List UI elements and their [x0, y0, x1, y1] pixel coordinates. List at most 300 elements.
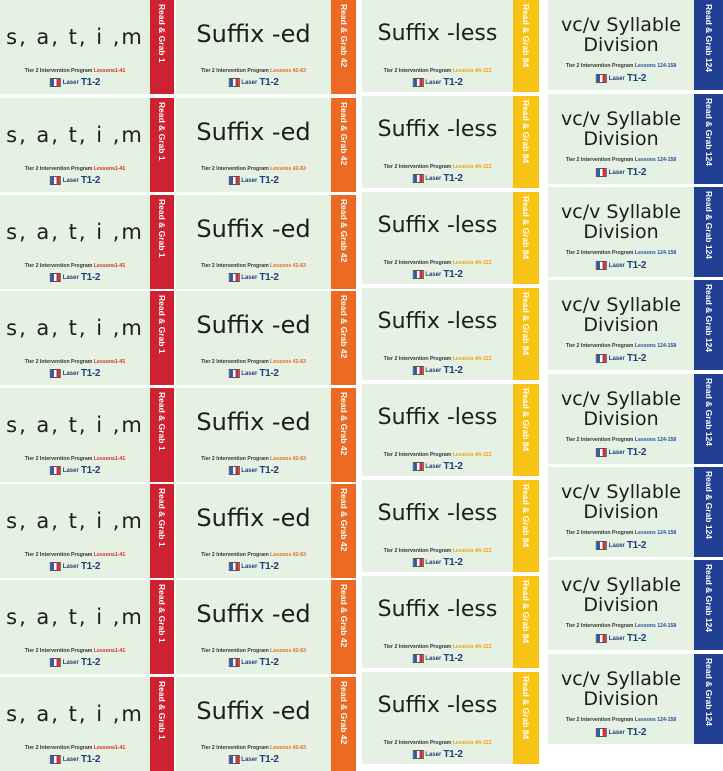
lesson-range: Lessons 124-158 — [634, 717, 677, 723]
label-card — [362, 96, 539, 188]
tab-label: Read & Grab 42 — [338, 102, 349, 166]
card-title: Suffix -less — [377, 597, 498, 622]
program-line — [0, 166, 150, 172]
lesson-range: Lessons 84-123 — [452, 164, 492, 170]
logo-product: T1-2 — [80, 465, 101, 476]
program-name: Tier 2 Intervention Program — [383, 260, 453, 266]
program-line — [176, 745, 331, 751]
logo-brand: Laser — [241, 274, 258, 281]
card-title: vc/v Syllable Division — [561, 668, 681, 710]
label-card — [176, 195, 356, 289]
laser-logo — [412, 269, 462, 280]
program-line — [176, 68, 331, 74]
logo-product: T1-2 — [443, 749, 463, 760]
program-name: Tier 2 Intervention Program — [565, 530, 635, 536]
logo-product: T1-2 — [626, 447, 647, 458]
color-tab — [694, 187, 723, 277]
label-card — [362, 0, 539, 92]
logo-brand: Laser — [608, 635, 625, 642]
lesson-range: Lessons 124-158 — [634, 623, 677, 629]
program-name: Tier 2 Intervention Program — [24, 552, 94, 558]
tab-label: Read & Grab 1 — [157, 199, 167, 258]
color-tab — [694, 374, 723, 464]
color-tab — [331, 98, 356, 192]
label-column-2 — [176, 0, 356, 765]
flag-icon — [596, 541, 607, 550]
lesson-range: Lessons 84-123 — [452, 740, 492, 746]
logo-brand: Laser — [425, 751, 442, 758]
logo-brand: Laser — [62, 467, 79, 474]
program-line — [548, 250, 694, 256]
logo-brand: Laser — [608, 729, 625, 736]
flag-icon — [412, 750, 423, 759]
laser-logo — [596, 353, 646, 364]
card-title: s, a, t, i ,m — [6, 702, 144, 726]
label-card — [362, 384, 539, 476]
flag-icon — [412, 366, 423, 375]
label-card — [176, 580, 356, 674]
label-card — [176, 98, 356, 192]
program-line — [0, 648, 150, 654]
laser-logo — [596, 260, 646, 271]
laser-logo — [50, 754, 100, 765]
laser-logo — [228, 754, 278, 765]
laser-logo — [412, 365, 462, 376]
flag-icon — [596, 728, 607, 737]
color-tab — [513, 288, 539, 380]
laser-logo — [228, 272, 278, 283]
logo-brand: Laser — [62, 563, 79, 570]
lesson-range: Lessons1-41 — [93, 263, 126, 269]
card-body — [0, 0, 150, 94]
program-line — [176, 263, 331, 269]
lesson-range: Lessons 124-158 — [634, 63, 677, 69]
flag-icon — [228, 562, 239, 571]
flag-icon — [596, 448, 607, 457]
program-line — [362, 68, 513, 74]
logo-product: T1-2 — [80, 368, 101, 379]
color-tab — [513, 672, 539, 764]
lesson-range: Lessons 42-83 — [270, 68, 306, 74]
card-body — [548, 560, 694, 650]
laser-logo — [50, 77, 100, 88]
laser-logo — [50, 657, 100, 668]
card-body — [176, 195, 331, 289]
laser-logo — [412, 461, 462, 472]
program-line — [548, 157, 694, 163]
laser-logo — [50, 465, 100, 476]
program-line — [0, 745, 150, 751]
program-name: Tier 2 Intervention Program — [24, 263, 94, 269]
laser-logo — [412, 77, 462, 88]
tab-label: Read & Grab 1 — [157, 102, 167, 161]
logo-product: T1-2 — [80, 77, 101, 88]
color-tab — [331, 195, 356, 289]
color-tab — [513, 96, 539, 188]
label-card — [176, 484, 356, 578]
tab-label: Read & Grab 42 — [338, 584, 349, 648]
program-name: Tier 2 Intervention Program — [565, 623, 635, 629]
label-card — [176, 0, 356, 94]
logo-product: T1-2 — [443, 365, 463, 376]
card-title: s, a, t, i ,m — [6, 25, 144, 49]
program-name: Tier 2 Intervention Program — [565, 250, 635, 256]
logo-product: T1-2 — [626, 73, 647, 84]
program-line — [176, 166, 331, 172]
program-name: Tier 2 Intervention Program — [201, 456, 271, 462]
card-body — [362, 192, 513, 284]
card-body — [0, 388, 150, 482]
logo-product: T1-2 — [259, 465, 279, 476]
label-card — [362, 192, 539, 284]
flag-icon — [228, 755, 239, 764]
card-body — [176, 98, 331, 192]
color-tab — [694, 560, 723, 650]
logo-product: T1-2 — [626, 353, 647, 364]
laser-logo — [596, 633, 646, 644]
tab-label: Read & Grab 84 — [521, 196, 531, 260]
logo-product: T1-2 — [259, 754, 279, 765]
program-name: Tier 2 Intervention Program — [383, 452, 453, 458]
program-line — [548, 717, 694, 723]
flag-icon — [412, 558, 423, 567]
laser-logo — [596, 167, 646, 178]
logo-brand: Laser — [425, 367, 442, 374]
lesson-range: Lessons 84-123 — [452, 644, 492, 650]
label-card — [548, 94, 723, 184]
laser-logo — [228, 465, 278, 476]
program-name: Tier 2 Intervention Program — [565, 717, 635, 723]
tab-label: Read & Grab 42 — [338, 199, 349, 263]
tab-label: Read & Grab 124 — [703, 4, 714, 73]
tab-label: Read & Grab 42 — [338, 4, 349, 68]
lesson-range: Lessons 42-83 — [270, 166, 306, 172]
flag-icon — [228, 466, 239, 475]
tab-label: Read & Grab 84 — [521, 484, 531, 548]
program-line — [0, 263, 150, 269]
tab-label: Read & Grab 124 — [703, 378, 714, 447]
card-title: s, a, t, i ,m — [6, 605, 144, 629]
color-tab — [513, 480, 539, 572]
program-name: Tier 2 Intervention Program — [24, 68, 94, 74]
program-name: Tier 2 Intervention Program — [565, 63, 635, 69]
card-body — [176, 388, 331, 482]
label-column-1 — [0, 0, 174, 765]
program-line — [548, 343, 694, 349]
logo-product: T1-2 — [259, 175, 279, 186]
tab-label: Read & Grab 124 — [703, 658, 714, 727]
color-tab — [694, 94, 723, 184]
program-line — [0, 552, 150, 558]
color-tab — [694, 280, 723, 370]
card-title: Suffix -less — [377, 213, 498, 238]
flag-icon — [412, 174, 423, 183]
color-tab — [150, 291, 174, 385]
label-card — [176, 291, 356, 385]
card-title: s, a, t, i ,m — [6, 509, 144, 533]
laser-logo — [596, 73, 646, 84]
card-body — [548, 654, 694, 744]
program-name: Tier 2 Intervention Program — [201, 552, 271, 558]
logo-brand: Laser — [241, 756, 258, 763]
card-body — [362, 672, 513, 764]
card-title: s, a, t, i ,m — [6, 220, 144, 244]
laser-logo — [50, 272, 100, 283]
logo-brand: Laser — [241, 370, 258, 377]
card-body — [362, 576, 513, 668]
logo-brand: Laser — [608, 449, 625, 456]
program-line — [362, 356, 513, 362]
program-name: Tier 2 Intervention Program — [201, 359, 271, 365]
color-tab — [694, 654, 723, 744]
flag-icon — [50, 369, 61, 378]
label-card — [176, 388, 356, 482]
lesson-range: Lessons1-41 — [93, 359, 126, 365]
program-line — [362, 644, 513, 650]
program-name: Tier 2 Intervention Program — [201, 648, 271, 654]
card-title: Suffix -less — [377, 405, 498, 430]
card-title: s, a, t, i ,m — [6, 123, 144, 147]
flag-icon — [50, 176, 61, 185]
card-title: s, a, t, i ,m — [6, 316, 144, 340]
program-line — [176, 359, 331, 365]
label-card — [176, 677, 356, 771]
logo-product: T1-2 — [259, 368, 279, 379]
card-body — [176, 580, 331, 674]
flag-icon — [50, 273, 61, 282]
lesson-range: Lessons 42-83 — [270, 456, 306, 462]
logo-product: T1-2 — [259, 561, 279, 572]
tab-label: Read & Grab 84 — [521, 388, 531, 452]
label-card — [362, 576, 539, 668]
color-tab — [150, 195, 174, 289]
flag-icon — [596, 74, 607, 83]
flag-icon — [412, 270, 423, 279]
logo-brand: Laser — [425, 655, 442, 662]
logo-product: T1-2 — [626, 260, 647, 271]
program-name: Tier 2 Intervention Program — [383, 644, 453, 650]
flag-icon — [228, 369, 239, 378]
program-name: Tier 2 Intervention Program — [383, 548, 453, 554]
program-name: Tier 2 Intervention Program — [24, 745, 94, 751]
logo-product: T1-2 — [259, 272, 279, 283]
lesson-range: Lessons 124-158 — [634, 437, 677, 443]
card-body — [362, 0, 513, 92]
laser-logo — [228, 657, 278, 668]
flag-icon — [412, 78, 423, 87]
tab-label: Read & Grab 84 — [521, 4, 531, 68]
program-name: Tier 2 Intervention Program — [24, 456, 94, 462]
logo-product: T1-2 — [80, 272, 101, 283]
card-title: Suffix -less — [377, 117, 498, 142]
flag-icon — [50, 78, 61, 87]
label-card — [548, 654, 723, 744]
label-card — [0, 291, 174, 385]
color-tab — [150, 98, 174, 192]
flag-icon — [50, 755, 61, 764]
lesson-range: Lessons 42-83 — [270, 648, 306, 654]
tab-label: Read & Grab 84 — [521, 676, 531, 740]
laser-logo — [50, 175, 100, 186]
logo-product: T1-2 — [443, 77, 463, 88]
program-line — [362, 452, 513, 458]
program-line — [548, 623, 694, 629]
laser-logo — [412, 557, 462, 568]
lesson-range: Lessons1-41 — [93, 552, 126, 558]
laser-logo — [228, 561, 278, 572]
laser-logo — [596, 727, 646, 738]
card-body — [0, 677, 150, 771]
label-card — [548, 0, 723, 90]
program-line — [176, 552, 331, 558]
card-title: Suffix -less — [377, 693, 498, 718]
label-column-3 — [362, 0, 539, 760]
card-body — [362, 480, 513, 572]
flag-icon — [596, 168, 607, 177]
logo-product: T1-2 — [80, 561, 101, 572]
tab-label: Read & Grab 1 — [157, 584, 167, 643]
lesson-range: Lessons 42-83 — [270, 263, 306, 269]
logo-brand: Laser — [425, 79, 442, 86]
logo-brand: Laser — [241, 79, 258, 86]
card-title: s, a, t, i ,m — [6, 413, 144, 437]
flag-icon — [50, 466, 61, 475]
lesson-range: Lessons 84-123 — [452, 68, 492, 74]
color-tab — [513, 192, 539, 284]
laser-logo — [228, 77, 278, 88]
color-tab — [513, 576, 539, 668]
card-body — [0, 195, 150, 289]
tab-label: Read & Grab 1 — [157, 295, 167, 354]
flag-icon — [596, 634, 607, 643]
flag-icon — [412, 654, 423, 663]
card-body — [176, 677, 331, 771]
laser-logo — [596, 447, 646, 458]
color-tab — [331, 677, 356, 771]
label-card — [548, 280, 723, 370]
color-tab — [513, 0, 539, 92]
logo-brand: Laser — [62, 79, 79, 86]
card-body — [548, 467, 694, 557]
card-title: vc/v Syllable Division — [561, 201, 681, 243]
tab-label: Read & Grab 124 — [703, 284, 714, 353]
lesson-range: Lessons1-41 — [93, 456, 126, 462]
label-card — [0, 580, 174, 674]
card-title: vc/v Syllable Division — [561, 14, 681, 56]
tab-label: Read & Grab 1 — [157, 4, 167, 63]
color-tab — [331, 291, 356, 385]
logo-brand: Laser — [425, 271, 442, 278]
logo-brand: Laser — [608, 262, 625, 269]
color-tab — [150, 0, 174, 94]
logo-brand: Laser — [241, 563, 258, 570]
program-name: Tier 2 Intervention Program — [201, 68, 271, 74]
card-title: Suffix -less — [377, 21, 498, 46]
label-column-4 — [548, 0, 723, 738]
tab-label: Read & Grab 42 — [338, 392, 349, 456]
flag-icon — [228, 78, 239, 87]
logo-product: T1-2 — [80, 175, 101, 186]
laser-logo — [50, 368, 100, 379]
program-name: Tier 2 Intervention Program — [24, 359, 94, 365]
logo-product: T1-2 — [259, 657, 279, 668]
logo-product: T1-2 — [443, 461, 463, 472]
lesson-range: Lessons 84-123 — [452, 548, 492, 554]
card-body — [548, 0, 694, 90]
program-name: Tier 2 Intervention Program — [565, 437, 635, 443]
program-name: Tier 2 Intervention Program — [24, 166, 94, 172]
card-body — [0, 580, 150, 674]
logo-product: T1-2 — [259, 77, 279, 88]
program-name: Tier 2 Intervention Program — [565, 343, 635, 349]
color-tab — [513, 384, 539, 476]
laser-logo — [596, 540, 646, 551]
card-body — [548, 374, 694, 464]
card-body — [176, 0, 331, 94]
card-body — [0, 291, 150, 385]
card-title: Suffix -less — [377, 309, 498, 334]
program-name: Tier 2 Intervention Program — [201, 166, 271, 172]
card-body — [0, 98, 150, 192]
label-card — [0, 0, 174, 94]
program-line — [0, 456, 150, 462]
color-tab — [331, 388, 356, 482]
flag-icon — [50, 562, 61, 571]
logo-product: T1-2 — [626, 727, 647, 738]
label-card — [362, 480, 539, 572]
tab-label: Read & Grab 1 — [157, 488, 167, 547]
card-title: vc/v Syllable Division — [561, 294, 681, 336]
logo-brand: Laser — [62, 756, 79, 763]
lesson-range: Lessons 42-83 — [270, 552, 306, 558]
flag-icon — [50, 658, 61, 667]
lesson-range: Lessons 124-158 — [634, 157, 677, 163]
program-line — [548, 437, 694, 443]
program-name: Tier 2 Intervention Program — [565, 157, 635, 163]
label-card — [548, 467, 723, 557]
program-line — [362, 164, 513, 170]
lesson-range: Lessons1-41 — [93, 745, 126, 751]
tab-label: Read & Grab 84 — [521, 292, 531, 356]
laser-logo — [412, 749, 462, 760]
program-line — [548, 530, 694, 536]
label-card — [362, 288, 539, 380]
label-card — [0, 484, 174, 578]
program-line — [176, 648, 331, 654]
lesson-range: Lessons 124-158 — [634, 343, 677, 349]
card-body — [548, 280, 694, 370]
tab-label: Read & Grab 1 — [157, 392, 167, 451]
card-title: Suffix -ed — [196, 600, 311, 628]
card-title: vc/v Syllable Division — [561, 574, 681, 616]
color-tab — [150, 388, 174, 482]
tab-label: Read & Grab 124 — [703, 471, 714, 540]
tab-label: Read & Grab 42 — [338, 295, 349, 359]
tab-label: Read & Grab 124 — [703, 98, 714, 167]
program-line — [176, 456, 331, 462]
card-title: Suffix -ed — [196, 215, 311, 243]
laser-logo — [412, 653, 462, 664]
flag-icon — [596, 261, 607, 270]
program-name: Tier 2 Intervention Program — [383, 356, 453, 362]
card-title: vc/v Syllable Division — [561, 108, 681, 150]
color-tab — [331, 0, 356, 94]
program-name: Tier 2 Intervention Program — [383, 68, 453, 74]
logo-brand: Laser — [425, 559, 442, 566]
card-title: Suffix -less — [377, 501, 498, 526]
card-title: vc/v Syllable Division — [561, 481, 681, 523]
logo-brand: Laser — [62, 370, 79, 377]
